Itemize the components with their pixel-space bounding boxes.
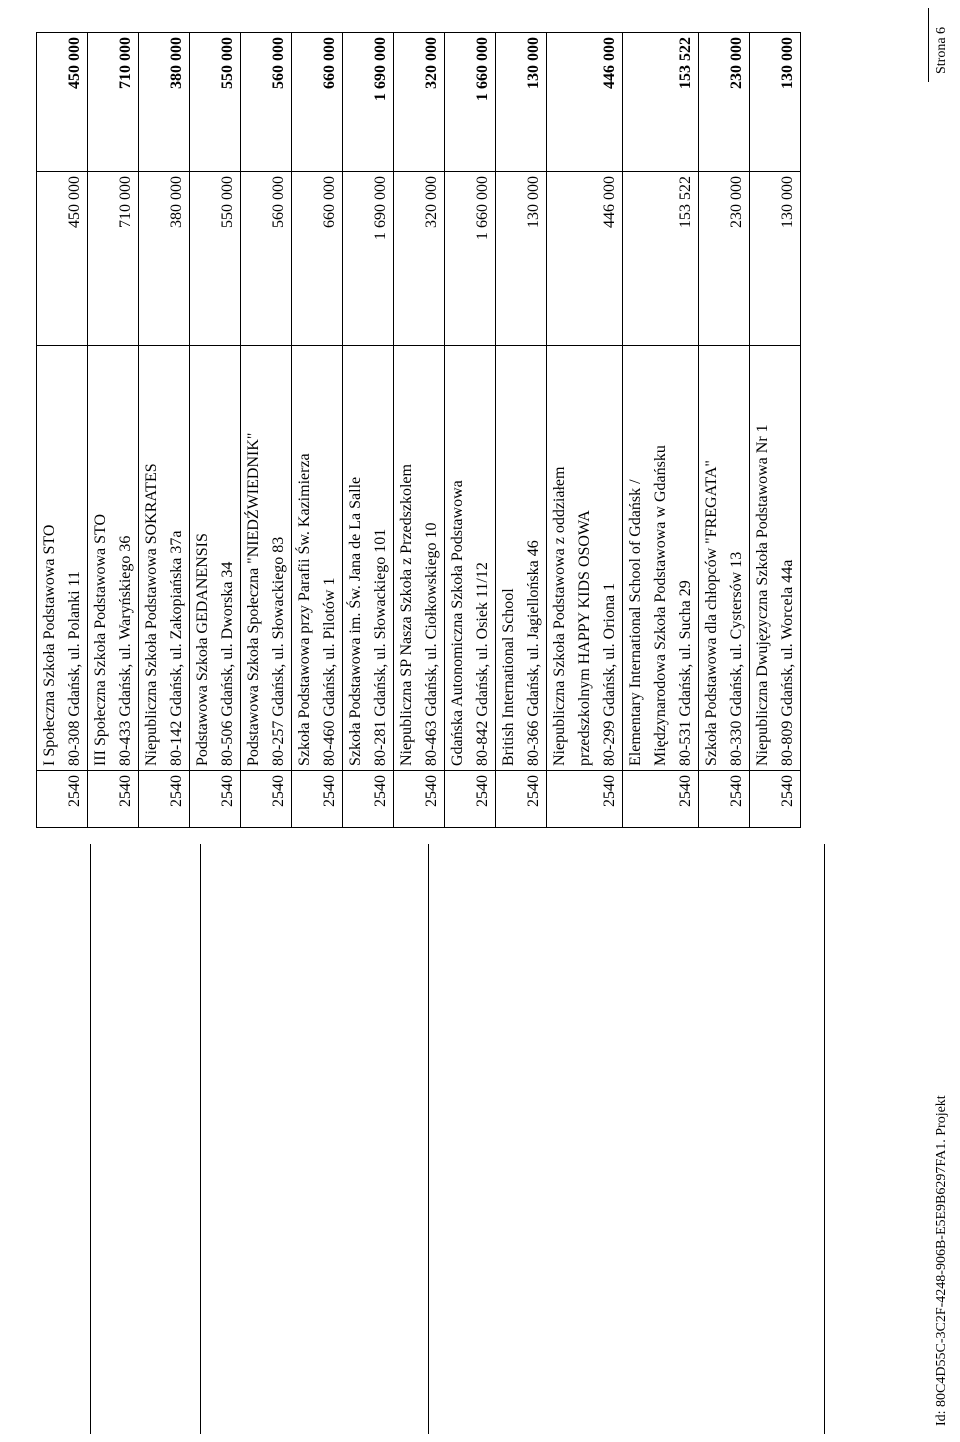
row-total: 660 000 — [292, 33, 343, 172]
row-total: 450 000 — [37, 33, 88, 172]
row-school — [241, 346, 292, 771]
row-total: 710 000 — [88, 33, 139, 172]
school-line: Gdańska Autonomiczna Szkoła Podstawowa — [449, 480, 466, 766]
row-school — [496, 346, 547, 771]
row-code: 2540 — [139, 771, 190, 828]
school-line: 80-308 Gdańsk, ul. Polanki 11 — [66, 571, 83, 766]
school-line: 80-257 Gdańsk, ul. Słowackiego 83 — [270, 536, 287, 766]
row-code: 2540 — [37, 771, 88, 828]
school-line: British International School — [500, 588, 517, 766]
row-school — [547, 346, 623, 771]
row-amount: 1 690 000 — [343, 172, 394, 346]
school-line: Międzynarodowa Szkoła Podstawowa w Gdańsku — [652, 445, 669, 766]
school-line: 80-281 Gdańsk, ul. Słowackiego 101 — [372, 528, 389, 766]
row-total: 1 690 000 — [343, 33, 394, 172]
row-amount: 380 000 — [139, 172, 190, 346]
table-row — [623, 33, 699, 828]
row-total: 320 000 — [394, 33, 445, 172]
row-code: 2540 — [623, 771, 699, 828]
footer-document-id: Id: 80C4D55C-3C2F-4248-906B-E5E9B6297FA1. Projekt — [934, 1095, 949, 1426]
school-line: Szkoła Podstawowa im. Św. Jana de La Salle — [347, 476, 364, 766]
school-line: 80-809 Gdańsk, ul. Worcela 44a — [779, 559, 796, 766]
school-line: Niepubliczna Szkoła Podstawowa SOKRATES — [143, 463, 160, 766]
table-row — [37, 33, 88, 828]
school-line: 80-433 Gdańsk, ul. Waryńskiego 36 — [117, 535, 134, 766]
left-rule-2 — [200, 844, 201, 1434]
row-amount: 1 660 000 — [445, 172, 496, 346]
row-amount: 450 000 — [37, 172, 88, 346]
table-row — [139, 33, 190, 828]
row-code: 2540 — [445, 771, 496, 828]
left-rule-1 — [90, 844, 91, 1434]
row-school — [139, 346, 190, 771]
row-amount: 320 000 — [394, 172, 445, 346]
row-code: 2540 — [750, 771, 801, 828]
row-school — [292, 346, 343, 771]
row-amount: 660 000 — [292, 172, 343, 346]
row-total: 380 000 — [139, 33, 190, 172]
row-code: 2540 — [699, 771, 750, 828]
school-line: 80-299 Gdańsk, ul. Oriona 1 — [601, 582, 618, 766]
school-line: 80-142 Gdańsk, ul. Zakopiańska 37a — [168, 530, 185, 766]
row-school — [750, 346, 801, 771]
table-row — [547, 33, 623, 828]
table-body — [37, 33, 801, 828]
table-row — [241, 33, 292, 828]
row-code: 2540 — [190, 771, 241, 828]
row-amount: 130 000 — [496, 172, 547, 346]
school-line: 80-506 Gdańsk, ul. Dworska 34 — [219, 561, 236, 766]
school-line: Szkoła Podstawowa przy Parafii Św. Kazimierza — [296, 453, 313, 766]
school-line: 80-531 Gdańsk, ul. Sucha 29 — [677, 580, 694, 766]
grant-table — [36, 32, 801, 828]
row-school — [190, 346, 241, 771]
school-line: 80-330 Gdańsk, ul. Cystersów 13 — [728, 551, 745, 766]
row-school — [88, 346, 139, 771]
table-row — [190, 33, 241, 828]
row-code: 2540 — [496, 771, 547, 828]
school-line: 80-842 Gdańsk, ul. Osiek 11/12 — [474, 562, 491, 766]
school-line: 80-460 Gdańsk, ul. Pilotów 1 — [321, 577, 338, 766]
school-line: 80-463 Gdańsk, ul. Ciołkowskiego 10 — [423, 522, 440, 766]
school-line: Podstawowa Szkoła Społeczna "NIEDŹWIEDNIK" — [245, 432, 262, 766]
row-total: 560 000 — [241, 33, 292, 172]
school-line: I Społeczna Szkoła Podstawowa STO — [41, 524, 58, 766]
school-line: przedszkolnym HAPPY KIDS OSOWA — [576, 510, 593, 766]
row-amount: 446 000 — [547, 172, 623, 346]
table-row — [394, 33, 445, 828]
row-total: 153 522 — [623, 33, 699, 172]
row-code: 2540 — [241, 771, 292, 828]
school-line: III Społeczna Szkoła Podstawowa STO — [92, 513, 109, 766]
row-school — [699, 346, 750, 771]
left-rule-4 — [824, 844, 825, 1434]
row-code: 2540 — [88, 771, 139, 828]
row-total: 1 660 000 — [445, 33, 496, 172]
table-row — [445, 33, 496, 828]
row-code: 2540 — [343, 771, 394, 828]
row-total: 130 000 — [750, 33, 801, 172]
school-line: Elementary International School of Gdańsk / — [627, 479, 644, 766]
school-line: 80-366 Gdańsk, ul. Jagiellońska 46 — [525, 540, 542, 766]
row-school — [37, 346, 88, 771]
school-line: Podstawowa Szkoła GEDANENSIS — [194, 533, 211, 766]
table-row — [292, 33, 343, 828]
footer-page-number: Strona 6 — [934, 26, 949, 74]
school-line: Niepubliczna Dwujęzyczna Szkoła Podstawowa Nr 1 — [754, 424, 771, 766]
row-amount: 153 522 — [623, 172, 699, 346]
row-total: 230 000 — [699, 33, 750, 172]
school-line: Niepubliczna SP Nasza Szkoła z Przedszkolem — [398, 464, 415, 766]
table-row — [496, 33, 547, 828]
row-school — [394, 346, 445, 771]
row-school — [343, 346, 394, 771]
table-row — [88, 33, 139, 828]
row-amount: 560 000 — [241, 172, 292, 346]
row-code: 2540 — [547, 771, 623, 828]
row-total: 130 000 — [496, 33, 547, 172]
row-amount: 230 000 — [699, 172, 750, 346]
left-rule-3 — [428, 844, 429, 1434]
row-school — [445, 346, 496, 771]
school-line: Niepubliczna Szkoła Podstawowa z oddziałem — [551, 466, 568, 766]
table-row — [750, 33, 801, 828]
row-total: 446 000 — [547, 33, 623, 172]
row-amount: 710 000 — [88, 172, 139, 346]
page-number-rule — [928, 8, 929, 82]
table-row — [699, 33, 750, 828]
row-school — [623, 346, 699, 771]
row-code: 2540 — [394, 771, 445, 828]
row-total: 550 000 — [190, 33, 241, 172]
row-amount: 550 000 — [190, 172, 241, 346]
row-amount: 130 000 — [750, 172, 801, 346]
school-line: Szkoła Podstawowa dla chłopców "FREGATA" — [703, 460, 720, 766]
table-row — [343, 33, 394, 828]
row-code: 2540 — [292, 771, 343, 828]
